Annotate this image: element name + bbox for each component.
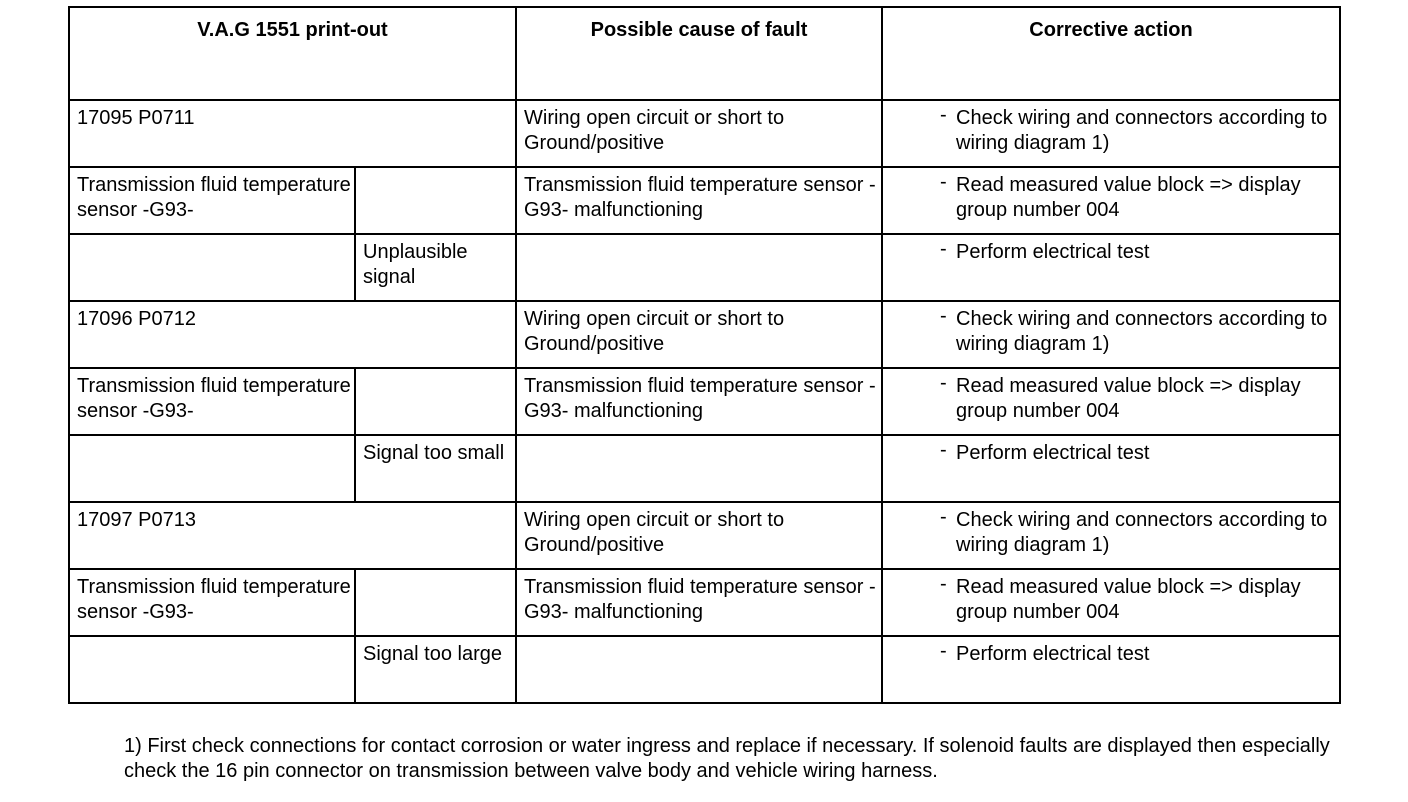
table-row — [69, 636, 1340, 703]
bullet-dash: - — [940, 640, 947, 662]
component-cell — [69, 167, 355, 234]
fault-code: 17097 P0713 — [77, 509, 197, 531]
table-row — [69, 502, 1340, 569]
fault-code-cell — [69, 100, 516, 167]
empty-cell — [516, 234, 882, 301]
cause-cell — [516, 167, 882, 234]
wiring-action: Check wiring and connectors according to wiring diagram 1) — [956, 107, 1328, 154]
fault-type-cell — [355, 435, 516, 502]
bullet-dash: - — [940, 439, 947, 461]
component-name: Transmission fluid temperature sensor -G93- — [77, 174, 351, 221]
bullet-dash: - — [940, 104, 947, 126]
fault-type-cell — [355, 234, 516, 301]
header-action: Corrective action — [882, 7, 1340, 100]
empty-cell — [355, 167, 516, 234]
action-cell — [882, 368, 1340, 435]
fault-action: Perform electrical test — [956, 442, 1150, 464]
fault-type: Unplausible signal — [363, 241, 468, 288]
empty-cell — [69, 234, 355, 301]
component-name: Transmission fluid temperature sensor -G93- — [77, 375, 351, 422]
component-cell — [69, 569, 355, 636]
action-cell — [882, 167, 1340, 234]
component-action: Read measured value block => display group number 004 — [956, 174, 1301, 221]
fault-type: Signal too large — [363, 643, 502, 665]
component-action: Read measured value block => display group number 004 — [956, 576, 1301, 623]
fault-code: 17095 P0711 — [77, 107, 195, 129]
empty-cell — [516, 435, 882, 502]
table-row — [69, 569, 1340, 636]
fault-type: Signal too small — [363, 442, 505, 464]
fault-code: 17096 P0712 — [77, 308, 197, 330]
wiring-cause: Wiring open circuit or short to Ground/positive — [524, 509, 785, 556]
table-row — [69, 435, 1340, 502]
empty-cell — [69, 435, 355, 502]
cause-cell — [516, 100, 882, 167]
fault-action: Perform electrical test — [956, 643, 1150, 665]
bullet-dash: - — [940, 372, 947, 394]
action-cell — [882, 301, 1340, 368]
fault-code-cell — [69, 502, 516, 569]
cause-cell — [516, 368, 882, 435]
table-row — [69, 167, 1340, 234]
header-cause: Possible cause of fault — [516, 7, 882, 100]
footnote: 1) First check connections for contact corrosion or water ingress and replace if necessary. If solenoid faults are displayed then especially check the 16 pin connector on transmission between valve body and vehicle wiring harness. — [124, 735, 1330, 782]
action-cell — [882, 234, 1340, 301]
bullet-dash: - — [940, 305, 947, 327]
empty-cell — [355, 368, 516, 435]
component-cause: Transmission fluid temperature sensor -G93- malfunctioning — [524, 576, 876, 623]
component-cell — [69, 368, 355, 435]
component-action: Read measured value block => display group number 004 — [956, 375, 1301, 422]
action-cell — [882, 100, 1340, 167]
wiring-action: Check wiring and connectors according to wiring diagram 1) — [956, 509, 1328, 556]
fault-action: Perform electrical test — [956, 241, 1150, 263]
cause-cell — [516, 502, 882, 569]
bullet-dash: - — [940, 171, 947, 193]
cause-cell — [516, 569, 882, 636]
cause-cell — [516, 301, 882, 368]
bullet-dash: - — [940, 573, 947, 595]
header-printout: V.A.G 1551 print-out — [69, 7, 516, 100]
table-row — [69, 234, 1340, 301]
table-row — [69, 368, 1340, 435]
fault-table — [68, 6, 1341, 704]
bullet-dash: - — [940, 506, 947, 528]
empty-cell — [355, 569, 516, 636]
wiring-action: Check wiring and connectors according to wiring diagram 1) — [956, 308, 1328, 355]
header-row — [69, 7, 1340, 100]
table-row — [69, 100, 1340, 167]
empty-cell — [69, 636, 355, 703]
action-cell — [882, 435, 1340, 502]
component-cause: Transmission fluid temperature sensor -G93- malfunctioning — [524, 375, 876, 422]
component-cause: Transmission fluid temperature sensor -G93- malfunctioning — [524, 174, 876, 221]
action-cell — [882, 502, 1340, 569]
fault-type-cell — [355, 636, 516, 703]
action-cell — [882, 636, 1340, 703]
empty-cell — [516, 636, 882, 703]
wiring-cause: Wiring open circuit or short to Ground/positive — [524, 107, 785, 154]
action-cell — [882, 569, 1340, 636]
wiring-cause: Wiring open circuit or short to Ground/positive — [524, 308, 785, 355]
fault-code-cell — [69, 301, 516, 368]
table-row — [69, 301, 1340, 368]
bullet-dash: - — [940, 238, 947, 260]
component-name: Transmission fluid temperature sensor -G93- — [77, 576, 351, 623]
